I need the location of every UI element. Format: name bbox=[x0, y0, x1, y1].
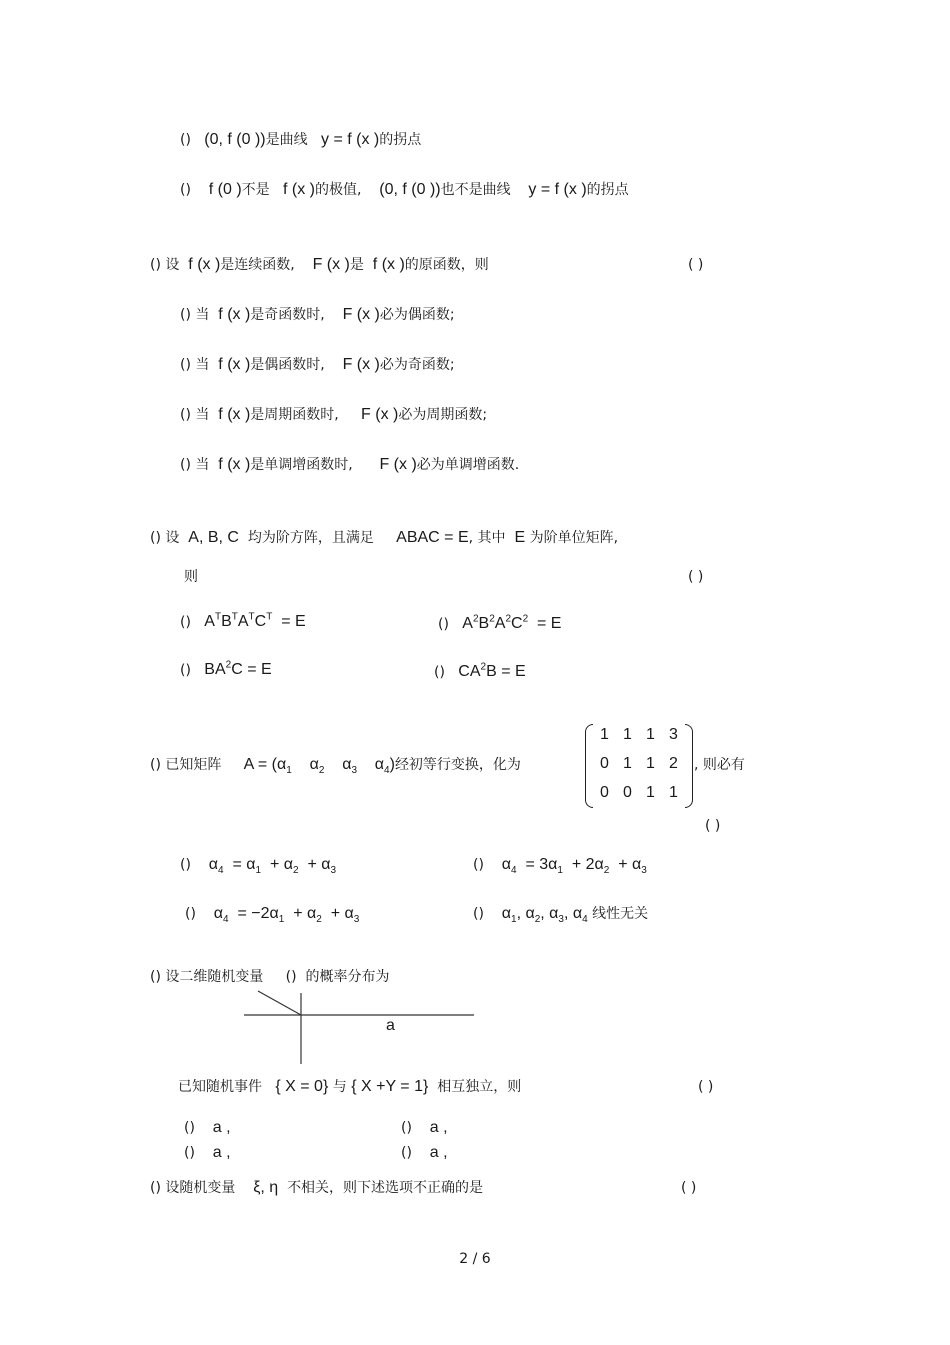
matrix-cell: 1 bbox=[646, 784, 655, 801]
text: () bbox=[285, 969, 297, 985]
math-fx: f (x ) bbox=[188, 256, 221, 273]
text: 线性无关 bbox=[592, 906, 649, 922]
question-1-option-d bbox=[180, 455, 519, 475]
option-marker: () bbox=[180, 857, 191, 873]
answer-blank: ( ) bbox=[688, 257, 704, 273]
math-formula: $CA^2B = E$ bbox=[458, 662, 526, 681]
text: 的原函数，则 bbox=[404, 257, 489, 273]
text: 必为单调增函数. bbox=[416, 457, 520, 473]
math-value: a , bbox=[429, 1119, 448, 1136]
text: 不相关，则下述选项不正确的是 bbox=[287, 1180, 484, 1196]
text: 均为阶方阵，且满足 bbox=[247, 530, 374, 546]
text: 当 bbox=[195, 307, 210, 323]
text: 的概率分布为 bbox=[305, 969, 390, 985]
matrix-row bbox=[593, 755, 685, 773]
text: 的拐点 bbox=[586, 182, 629, 198]
question-1-option-a bbox=[180, 305, 455, 325]
text: 是单调增函数时, bbox=[250, 457, 353, 473]
option-c bbox=[180, 130, 421, 150]
text: , 其中 bbox=[468, 530, 506, 546]
question-3-option-a bbox=[180, 855, 336, 881]
question-3-option-c bbox=[185, 904, 359, 930]
text: 当 bbox=[195, 407, 210, 423]
question-2-then: 则 bbox=[184, 569, 198, 585]
matrix-cell: 1 bbox=[623, 755, 632, 772]
math-formula: $\alpha_4 = \alpha_1 + \alpha_2 + \alpha_3$ bbox=[208, 856, 337, 877]
math-formula: $A^TB^TA^TC^T = E$ bbox=[204, 612, 306, 631]
matrix-cell: 1 bbox=[600, 726, 609, 743]
text: 必为偶函数; bbox=[379, 307, 455, 323]
answer-blank: ( ) bbox=[705, 818, 721, 834]
question-3-option-b bbox=[473, 855, 647, 881]
math-Fx: F (x ) bbox=[312, 256, 350, 273]
question-3-stem bbox=[150, 755, 521, 781]
text: 是 bbox=[349, 257, 364, 273]
matrix-cell: 1 bbox=[669, 784, 678, 801]
matrix-cell: 0 bbox=[600, 784, 609, 801]
answer-blank: ( ) bbox=[681, 1180, 697, 1196]
math-Fx: F (x ) bbox=[361, 406, 399, 423]
question-3-tail: , 则必有 bbox=[694, 757, 745, 773]
math-event: { X +Y = 1} bbox=[351, 1078, 429, 1095]
question-1-option-c bbox=[180, 405, 487, 425]
question-4-stem bbox=[150, 967, 390, 987]
math-formula: $\alpha_4 = -2\alpha_1 + \alpha_2 + \alpha_3$ bbox=[213, 905, 360, 926]
option-marker: () bbox=[180, 357, 191, 373]
matrix-cell: 3 bbox=[669, 726, 678, 743]
answer-blank: ( ) bbox=[688, 569, 704, 585]
option-marker: () bbox=[180, 307, 191, 323]
math-fx: f (x ) bbox=[372, 256, 405, 273]
text: 相互独立，则 bbox=[437, 1079, 522, 1095]
question-number: () bbox=[150, 969, 161, 985]
text: 为阶单位矩阵, bbox=[529, 530, 619, 546]
matrix-row bbox=[593, 784, 685, 802]
right-bracket bbox=[685, 724, 693, 808]
option-marker: () bbox=[438, 616, 449, 633]
text: 当 bbox=[195, 457, 210, 473]
math-formula: $BA^2C = E$ bbox=[204, 660, 272, 679]
math-formula: $\alpha_1$, $\alpha_2$, $\alpha_3$, $\alpha_4$ bbox=[501, 905, 588, 926]
text: 是曲线 bbox=[265, 132, 308, 148]
option-marker: () bbox=[401, 1120, 412, 1136]
option-marker: () bbox=[401, 1145, 412, 1161]
option-marker: () bbox=[180, 407, 191, 423]
option-marker: () bbox=[180, 614, 191, 631]
matrix-cell: 1 bbox=[623, 726, 632, 743]
table-cell: a bbox=[386, 1017, 395, 1034]
math-equation: ABAC = E bbox=[396, 529, 469, 546]
text: 当 bbox=[195, 357, 210, 373]
text: 是奇函数时, bbox=[250, 307, 325, 323]
question-number: () bbox=[150, 757, 161, 773]
matrix-cell: 0 bbox=[623, 784, 632, 801]
question-2-option-b bbox=[438, 610, 561, 634]
question-2-stem bbox=[150, 528, 618, 548]
question-number: () bbox=[150, 257, 161, 273]
question-4-condition bbox=[178, 1077, 521, 1097]
question-number: () bbox=[150, 1180, 161, 1196]
math-fx: f (x ) bbox=[283, 181, 315, 198]
math-fx: f (x ) bbox=[218, 356, 251, 373]
question-2-option-d bbox=[434, 658, 526, 682]
math-fx: f (x ) bbox=[218, 456, 251, 473]
text: 的拐点 bbox=[379, 132, 422, 148]
matrix-cell: 2 bbox=[669, 755, 678, 772]
question-2-option-a bbox=[180, 608, 306, 632]
math-formula: $\alpha_4 = 3\alpha_1 + 2\alpha_2 + \alpha_3$ bbox=[501, 856, 647, 877]
math-Fx: F (x ) bbox=[342, 306, 380, 323]
math-E: E bbox=[514, 529, 526, 546]
text: 必为奇函数; bbox=[379, 357, 455, 373]
option-d bbox=[180, 180, 629, 200]
option-marker: () bbox=[184, 1120, 195, 1136]
math-vars: ξ, η bbox=[253, 1179, 279, 1196]
math-value: a , bbox=[212, 1119, 231, 1136]
question-4-option-c bbox=[184, 1143, 231, 1163]
text: 设二维随机变量 bbox=[165, 969, 264, 985]
option-marker: () bbox=[180, 662, 191, 679]
math-fx: f (x ) bbox=[218, 306, 251, 323]
option-marker: () bbox=[434, 664, 445, 681]
question-number: () bbox=[150, 530, 161, 546]
option-marker: () bbox=[184, 1145, 195, 1161]
math-Fx: F (x ) bbox=[379, 456, 417, 473]
matrix-cell: 1 bbox=[646, 726, 655, 743]
option-marker: () bbox=[473, 857, 484, 873]
text: 已知矩阵 bbox=[165, 757, 222, 773]
math-value: a , bbox=[212, 1144, 231, 1161]
page-number: 2 / 6 bbox=[459, 1251, 491, 1267]
text: 是连续函数, bbox=[220, 257, 295, 273]
text: 设 bbox=[165, 257, 180, 273]
text: 经初等行变换，化为 bbox=[394, 757, 521, 773]
math-point: (0, f (0 )) bbox=[204, 131, 266, 148]
left-bracket bbox=[585, 724, 593, 808]
text: 不是 bbox=[241, 182, 270, 198]
question-1-stem bbox=[150, 255, 489, 275]
table-diagonal bbox=[258, 991, 301, 1015]
text: 的极值, bbox=[315, 182, 362, 198]
math-Fx: F (x ) bbox=[342, 356, 380, 373]
text: 是周期函数时, bbox=[250, 407, 339, 423]
math-matrix-A: $A = (\alpha_1$ $\alpha_2$ $\alpha_3$ $\alpha_4$) bbox=[243, 756, 395, 777]
option-marker: () bbox=[180, 132, 191, 148]
math-formula: $A^2B^2A^2C^2 = E$ bbox=[462, 614, 562, 633]
text: 设 bbox=[165, 530, 180, 546]
question-3-option-d bbox=[473, 904, 648, 930]
option-marker: () bbox=[180, 182, 191, 198]
math-value: a , bbox=[429, 1144, 448, 1161]
matrix-row bbox=[593, 726, 685, 744]
text: 是偶函数时, bbox=[250, 357, 325, 373]
question-4-option-a bbox=[184, 1118, 231, 1138]
text: 也不是曲线 bbox=[440, 182, 511, 198]
option-marker: () bbox=[185, 906, 196, 922]
math-matrices: A, B, C bbox=[188, 529, 239, 546]
math-curve: y = f (x ) bbox=[321, 131, 380, 148]
matrix-cell: 1 bbox=[646, 755, 655, 772]
math-f0: f (0 ) bbox=[208, 181, 242, 198]
math-fx: f (x ) bbox=[218, 406, 251, 423]
option-marker: () bbox=[180, 457, 191, 473]
text: 必为周期函数; bbox=[398, 407, 488, 423]
distribution-table bbox=[240, 988, 480, 1068]
answer-blank: ( ) bbox=[698, 1079, 714, 1095]
text: 设随机变量 bbox=[165, 1180, 236, 1196]
question-2-option-c bbox=[180, 656, 272, 680]
matrix-cell: 0 bbox=[600, 755, 609, 772]
question-1-option-b bbox=[180, 355, 455, 375]
text: 与 bbox=[332, 1079, 347, 1095]
question-4-option-b bbox=[401, 1118, 448, 1138]
math-curve: y = f (x ) bbox=[528, 181, 587, 198]
reduced-matrix bbox=[585, 724, 693, 806]
math-event: { X = 0} bbox=[275, 1078, 329, 1095]
question-4-option-d bbox=[401, 1143, 448, 1163]
question-5-stem bbox=[150, 1178, 483, 1198]
option-marker: () bbox=[473, 906, 484, 922]
math-point: (0, f (0 )) bbox=[379, 181, 441, 198]
text: 已知随机事件 bbox=[178, 1079, 262, 1095]
